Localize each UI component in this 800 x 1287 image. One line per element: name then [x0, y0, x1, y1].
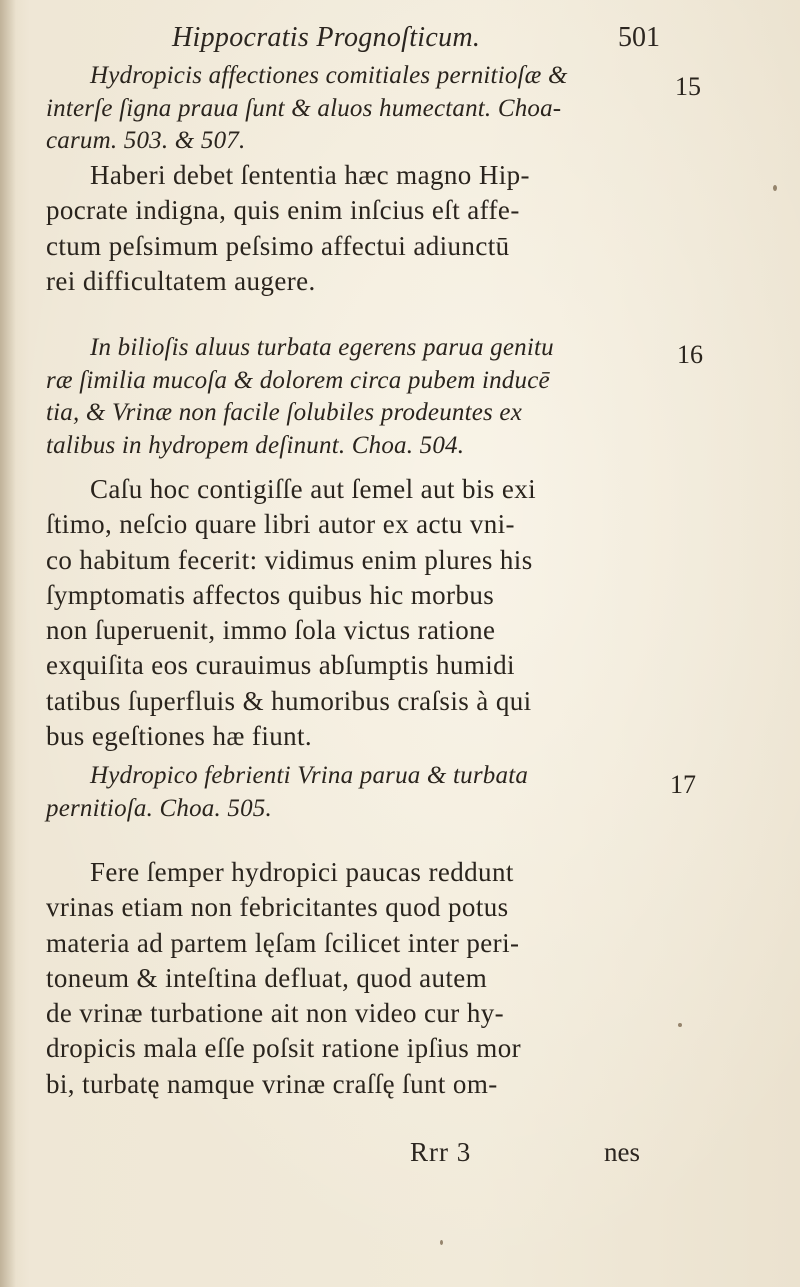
- text-line: exquiſita eos curauimus abſumptis humidi: [46, 650, 515, 681]
- margin-number-15: 15: [675, 72, 701, 101]
- text-line: ſtimo, neſcio quare libri autor ex actu vni-: [46, 509, 515, 540]
- signature-mark: Rrr 3: [410, 1137, 472, 1167]
- text-line: ræ ſimilia mucoſa & dolorem circa pubem inducē: [46, 366, 550, 394]
- catchword: nes: [604, 1137, 640, 1167]
- commentary-17: [46, 855, 521, 1102]
- text-line: Caſu hoc contigiſſe aut ſemel aut bis exi: [90, 474, 537, 504]
- page-footer: [410, 1137, 640, 1173]
- text-line: pocrate indigna, quis enim inſcius eſt affe-: [46, 195, 520, 226]
- text-line: tia, & Vrinæ non facile ſolubiles prodeuntes ex: [46, 399, 523, 426]
- text-line: bi, turbatę namque vrinæ craſſę ſunt om-: [46, 1068, 498, 1099]
- text-line: interſe ſigna praua ſunt & aluos humectant. Choa-: [46, 94, 562, 122]
- text-line: tatibus ſuperfluis & humoribus craſsis à qui: [46, 685, 532, 716]
- aphorism-15: [46, 60, 568, 158]
- text-line: Haberi debet ſententia hæc magno Hip-: [90, 160, 530, 190]
- page-number: 501: [618, 22, 660, 53]
- text-line: Hydropico febrienti Vrina parua & turbata: [90, 762, 529, 789]
- text-line: rei difficultatem augere.: [46, 265, 316, 296]
- text-line: ctum peſsimum peſsimo affectui adiunctū: [46, 230, 510, 261]
- text-line: pernitioſa. Choa. 505.: [46, 794, 272, 822]
- ink-speck: [440, 1240, 443, 1245]
- text-line: talibus in hydropem deſinunt. Choa. 504.: [46, 431, 465, 459]
- text-line: Hydropicis affectiones comitiales pernitioſæ &: [90, 62, 568, 89]
- text-line: Fere ſemper hydropici paucas reddunt: [90, 857, 514, 887]
- ink-speck: [678, 1023, 682, 1027]
- text-line: de vrinæ turbatione ait non video cur hy-: [46, 998, 505, 1029]
- running-head: Hippocratis Prognoſticum.: [172, 22, 481, 53]
- text-line: ſymptomatis affectos quibus hic morbus: [46, 579, 495, 610]
- aphorism-16: [46, 332, 554, 462]
- ink-speck: [773, 185, 777, 191]
- margin-number-16: 16: [677, 340, 703, 369]
- gutter-shadow: [0, 0, 16, 1287]
- text-line: bus egeſtiones hæ fiunt.: [46, 721, 313, 752]
- text-line: In bilioſis aluus turbata egerens parua genitu: [90, 334, 554, 361]
- text-line: carum. 503. & 507.: [46, 127, 246, 154]
- text-line: dropicis mala eſſe poſsit ratione ipſius mor: [46, 1033, 522, 1064]
- text-line: co habitum fecerit: vidimus enim plures his: [46, 544, 533, 575]
- commentary-15: [46, 158, 530, 299]
- text-line: vrinas etiam non febricitantes quod potus: [46, 892, 509, 923]
- margin-number-17: 17: [670, 770, 696, 799]
- text-line: materia ad partem lęſam ſcilicet inter peri-: [46, 927, 520, 958]
- page-header: [172, 22, 660, 62]
- text-line: non ſuperuenit, immo ſola victus ratione: [46, 615, 496, 646]
- aphorism-17: [46, 760, 528, 825]
- text-line: toneum & inteſtina defluat, quod autem: [46, 962, 488, 993]
- commentary-16: [46, 472, 536, 754]
